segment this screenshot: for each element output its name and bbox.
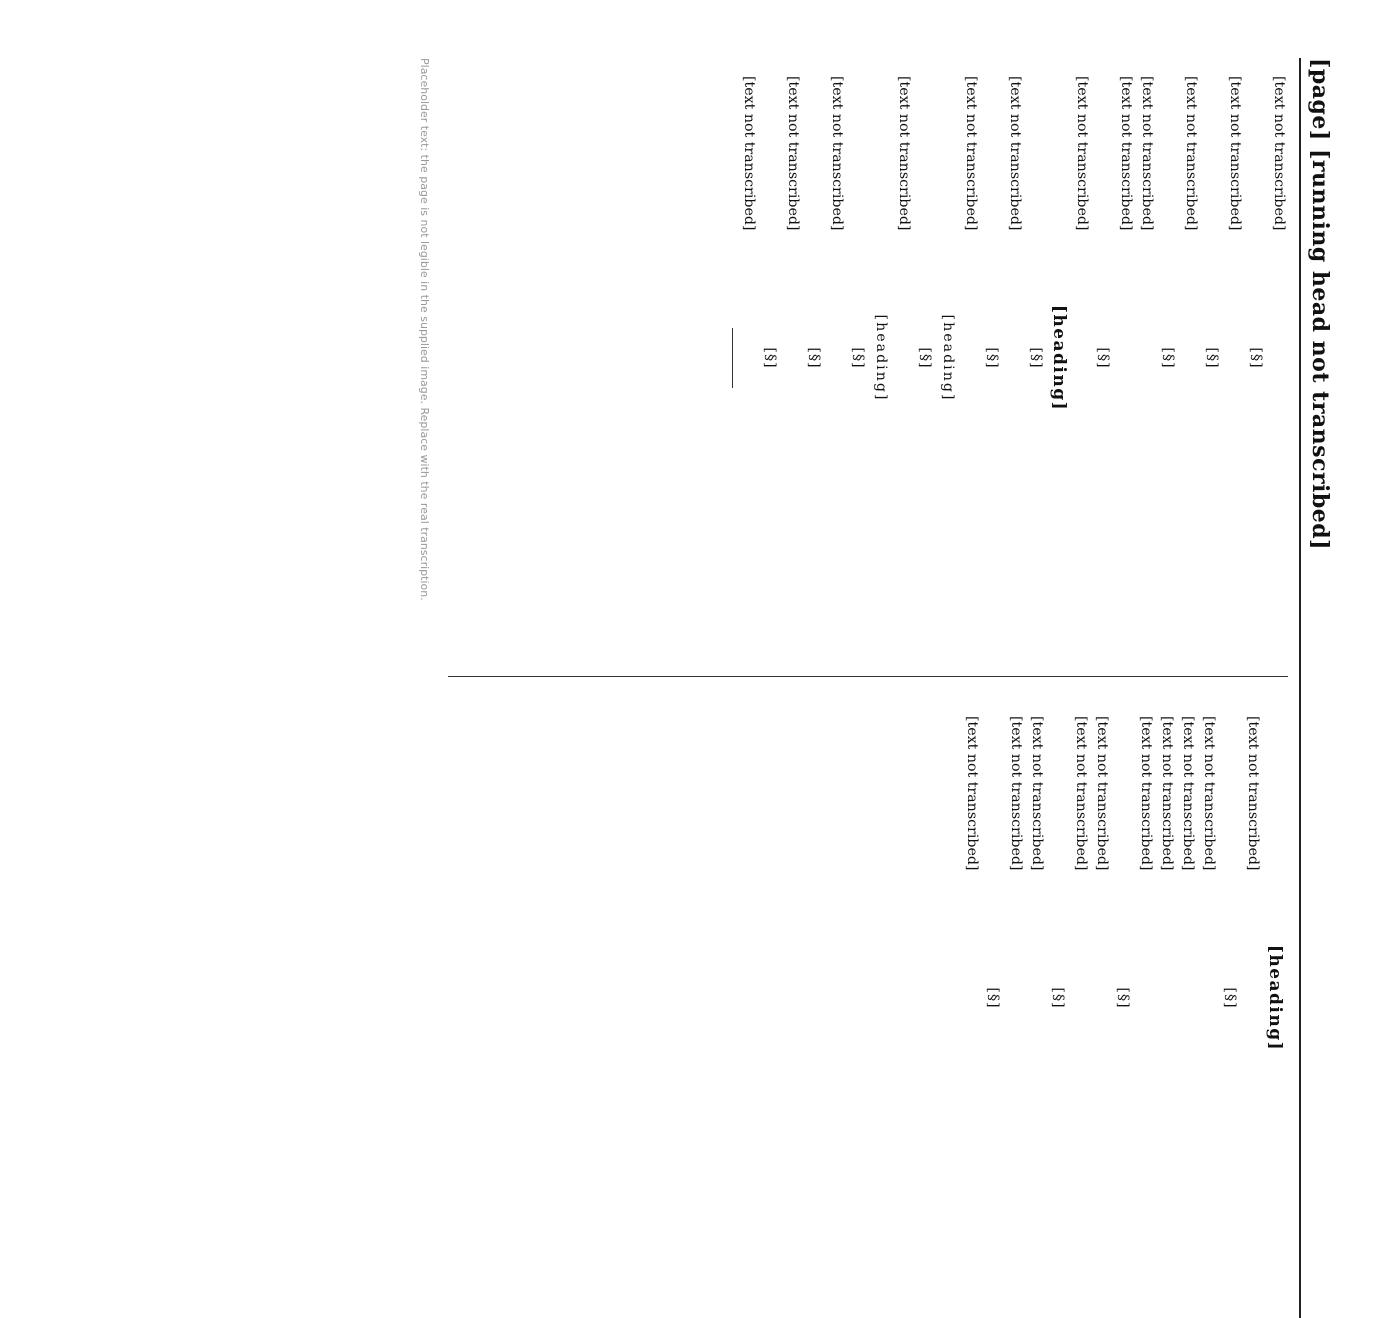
paragraph: [text not transcribed] xyxy=(1094,716,1110,871)
paragraph: [text not transcribed] xyxy=(896,76,912,231)
section-number: [§] xyxy=(985,987,1001,1009)
section-number: [§] xyxy=(806,347,822,369)
section-heading: [heading] xyxy=(1049,304,1069,412)
column-divider xyxy=(448,676,1288,677)
paragraph: [text not transcribed] xyxy=(1138,716,1154,871)
page-number: [page] xyxy=(1307,58,1333,141)
section-number: [§] xyxy=(1028,347,1044,369)
paragraph: [text not transcribed] xyxy=(1159,716,1175,871)
end-rule xyxy=(732,328,733,388)
sub-heading: [heading] xyxy=(873,314,889,402)
paragraph: [text not transcribed] xyxy=(1180,716,1196,871)
placeholder-note: Placeholder text: the page is not legible in the supplied image. Replace with the real transcription. xyxy=(418,58,431,601)
section-number: [§] xyxy=(1160,347,1176,369)
paragraph: [text not transcribed] xyxy=(1007,76,1023,231)
section-number: [§] xyxy=(1115,987,1131,1009)
paragraph: [text not transcribed] xyxy=(1227,76,1243,231)
left-column xyxy=(448,58,1288,658)
paragraph: [text not transcribed] xyxy=(1201,716,1217,871)
running-title: [running head not transcribed] xyxy=(1307,149,1333,551)
paragraph: [text not transcribed] xyxy=(1118,76,1134,231)
paragraph: [text not transcribed] xyxy=(1074,76,1090,231)
section-number: [§] xyxy=(1248,347,1264,369)
section-number: [§] xyxy=(1204,347,1220,369)
paragraph: [text not transcribed] xyxy=(741,76,757,231)
paragraph: [text not transcribed] xyxy=(1008,716,1024,871)
paragraph: [text not transcribed] xyxy=(785,76,801,231)
running-head xyxy=(1299,58,1333,1318)
paragraph: [text not transcribed] xyxy=(1073,716,1089,871)
section-number: [§] xyxy=(1095,347,1111,369)
right-column xyxy=(448,698,1288,1298)
section-number: [§] xyxy=(762,347,778,369)
section-number: [§] xyxy=(917,347,933,369)
section-number: [§] xyxy=(1222,987,1238,1009)
section-number: [§] xyxy=(1050,987,1066,1009)
paragraph: [text not transcribed] xyxy=(1029,716,1045,871)
paragraph: [text not transcribed] xyxy=(1139,76,1155,231)
paragraph: [text not transcribed] xyxy=(1245,716,1261,871)
paragraph: [text not transcribed] xyxy=(963,76,979,231)
paragraph: [text not transcribed] xyxy=(964,716,980,871)
paragraph: [text not transcribed] xyxy=(1183,76,1199,231)
section-number: [§] xyxy=(984,347,1000,369)
sub-heading: [heading] xyxy=(940,314,956,402)
section-heading: [heading] xyxy=(1265,944,1285,1052)
paragraph: [text not transcribed] xyxy=(1271,76,1287,231)
section-number: [§] xyxy=(850,347,866,369)
paragraph: [text not transcribed] xyxy=(829,76,845,231)
